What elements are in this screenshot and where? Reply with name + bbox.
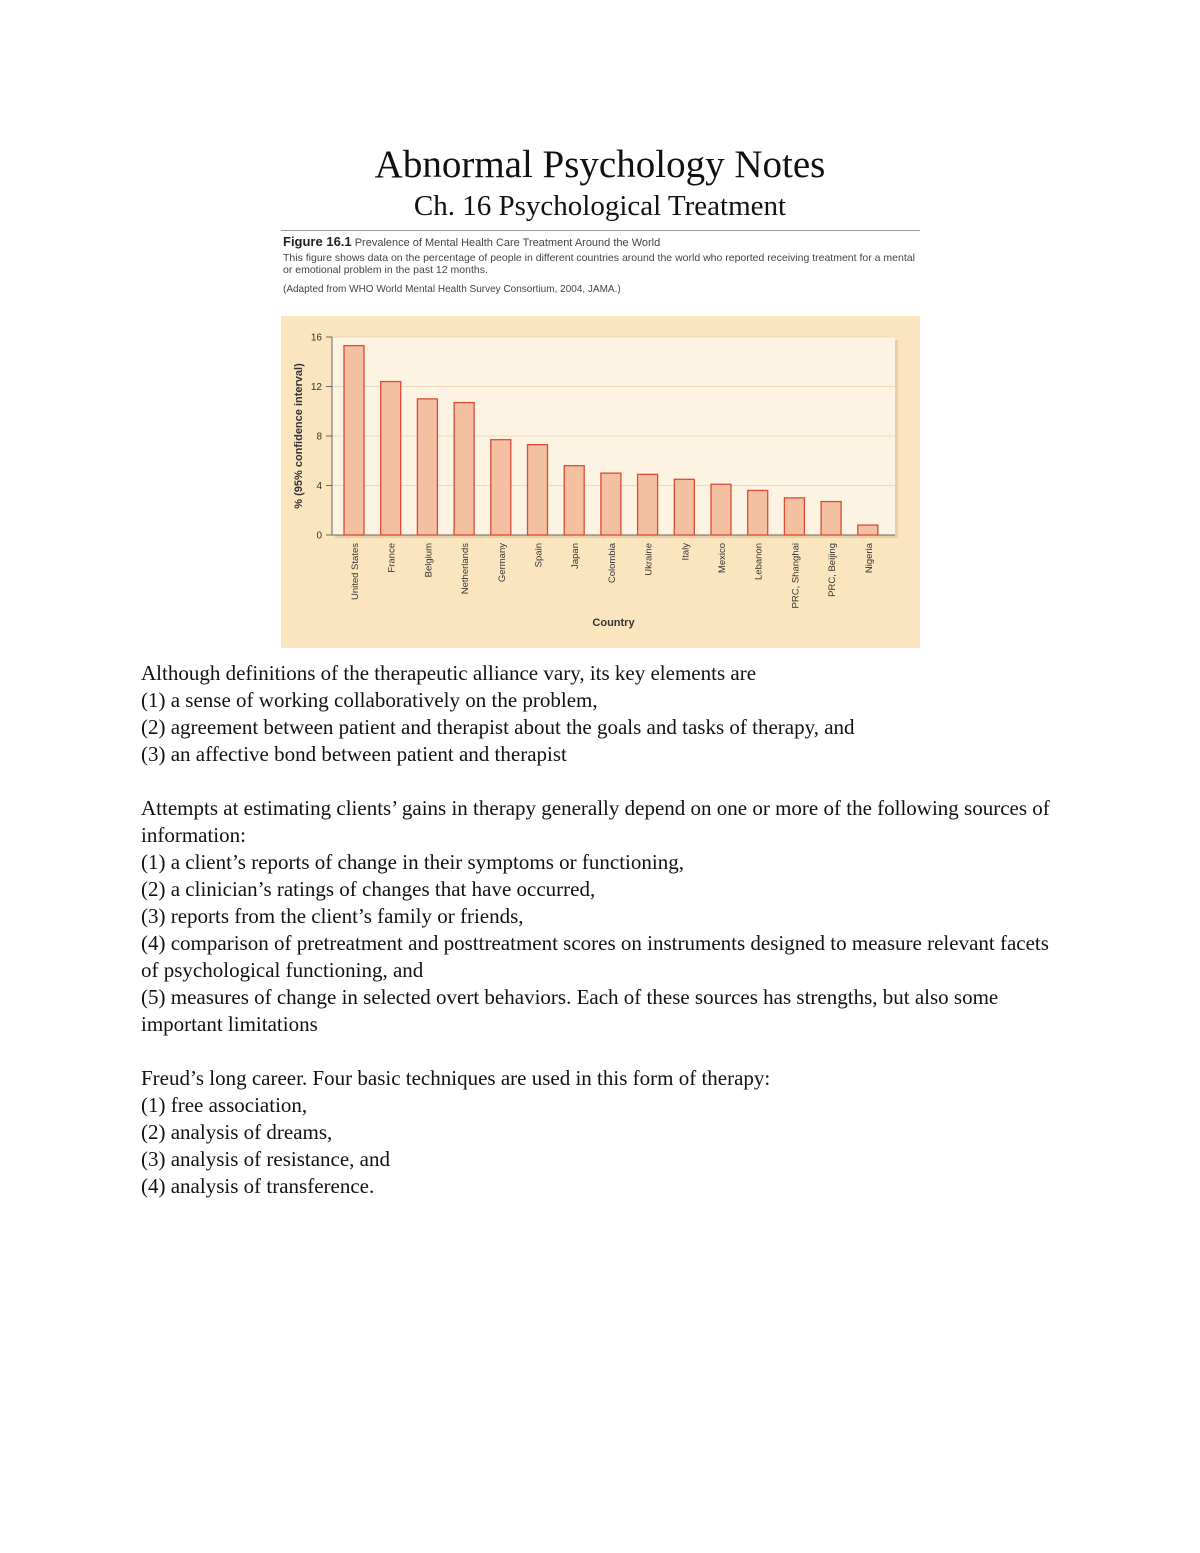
y-tick-label: 8	[316, 431, 322, 443]
x-axis-title: Country	[592, 617, 635, 629]
figure-header	[283, 236, 919, 296]
x-tick-label: Netherlands	[460, 543, 472, 595]
x-tick-label: PRC, Beijing	[827, 543, 839, 597]
paragraph-line: (3) an affective bond between patient and therapist	[141, 742, 567, 766]
paragraph-line: (4) analysis of transference.	[141, 1174, 375, 1198]
paragraph-line: (3) analysis of resistance, and	[141, 1147, 390, 1171]
paragraph-line: (4) comparison of pretreatment and posttreatment scores on instruments designed to measure relevant facets of psychological functioning, and	[141, 931, 1049, 982]
page-title: Abnormal Psychology Notes	[374, 143, 826, 186]
y-tick-label: 4	[316, 481, 322, 492]
x-tick-label: Colombia	[606, 543, 618, 584]
bar-netherlands	[454, 403, 474, 535]
figure-16-1	[281, 228, 920, 648]
bar-belgium	[417, 399, 437, 535]
chapter-subtitle: Ch. 16 Psychological Treatment	[413, 190, 787, 222]
x-tick-label: Belgium	[423, 543, 435, 578]
bar-mexico	[711, 484, 731, 535]
chart-panel	[281, 316, 920, 648]
x-tick-label: PRC, Shanghai	[790, 543, 802, 609]
section-client-gains	[141, 795, 1071, 1038]
bar-lebanon	[748, 490, 768, 535]
x-tick-label: Lebanon	[753, 543, 765, 580]
bar-nigeria	[858, 525, 878, 535]
figure-description: This figure shows data on the percentage of people in different countries around the world who reported receiving treatment for a mental or emotional problem in the past 12 months.	[283, 252, 915, 276]
section-spacer	[141, 1038, 1071, 1065]
bar-prc-shanghai	[784, 498, 804, 535]
paragraph-line: (2) analysis of dreams,	[141, 1120, 333, 1144]
bar-chart	[281, 316, 920, 648]
x-tick-label: Spain	[533, 543, 545, 568]
figure-source: (Adapted from WHO World Mental Health Survey Consortium, 2004, JAMA.)	[283, 284, 621, 295]
bar-germany	[491, 440, 511, 535]
bar-spain	[528, 445, 548, 535]
paragraph-line: (1) a client’s reports of change in their symptoms or functioning,	[141, 850, 684, 874]
paragraph-line: (1) a sense of working collaboratively on the problem,	[141, 688, 598, 712]
x-tick-label: Nigeria	[863, 543, 875, 574]
y-tick-label: 12	[310, 382, 322, 393]
notes-body	[141, 660, 1071, 1200]
x-tick-label: Ukraine	[643, 543, 655, 576]
paragraph-line: (5) measures of change in selected overt behaviors. Each of these sources has strengths, but also some important limitations	[141, 985, 999, 1036]
bar-france	[381, 382, 401, 535]
y-tick-label: 16	[310, 332, 322, 344]
paragraph-line: Freud’s long career. Four basic techniques are used in this form of therapy:	[141, 1066, 771, 1090]
section-therapeutic-alliance	[141, 660, 1071, 768]
x-tick-label: Italy	[680, 543, 692, 561]
paragraph-line: (1) free association,	[141, 1093, 308, 1117]
paragraph-line: (3) reports from the client’s family or friends,	[141, 904, 524, 928]
figure-label: Figure 16.1	[283, 234, 352, 249]
y-tick-label: 0	[316, 530, 322, 542]
paragraph-line: (2) agreement between patient and therapist about the goals and tasks of therapy, and	[141, 715, 855, 739]
paragraph-line: (2) a clinician’s ratings of changes that have occurred,	[141, 877, 596, 901]
paragraph-line: Although definitions of the therapeutic alliance vary, its key elements are	[141, 661, 757, 685]
x-tick-label: United States	[350, 543, 361, 601]
x-tick-label: Japan	[570, 543, 582, 569]
paragraph-line: Attempts at estimating clients’ gains in therapy generally depend on one or more of the following sources of information:	[141, 796, 1050, 847]
bar-japan	[564, 466, 584, 535]
bar-united-states	[344, 346, 364, 535]
x-tick-label: Germany	[496, 543, 508, 583]
bar-prc-beijing	[821, 502, 841, 535]
figure-title: Prevalence of Mental Health Care Treatment Around the World	[354, 237, 661, 249]
section-freud-techniques	[141, 1065, 1071, 1200]
bar-colombia	[601, 473, 621, 535]
y-axis-title: % (95% confidence interval)	[293, 363, 305, 509]
x-tick-label: Mexico	[717, 543, 728, 574]
x-tick-label: France	[386, 543, 398, 573]
bar-ukraine	[638, 474, 658, 535]
bar-italy	[674, 479, 694, 535]
section-spacer	[141, 768, 1071, 795]
figure-top-rule	[281, 230, 920, 231]
